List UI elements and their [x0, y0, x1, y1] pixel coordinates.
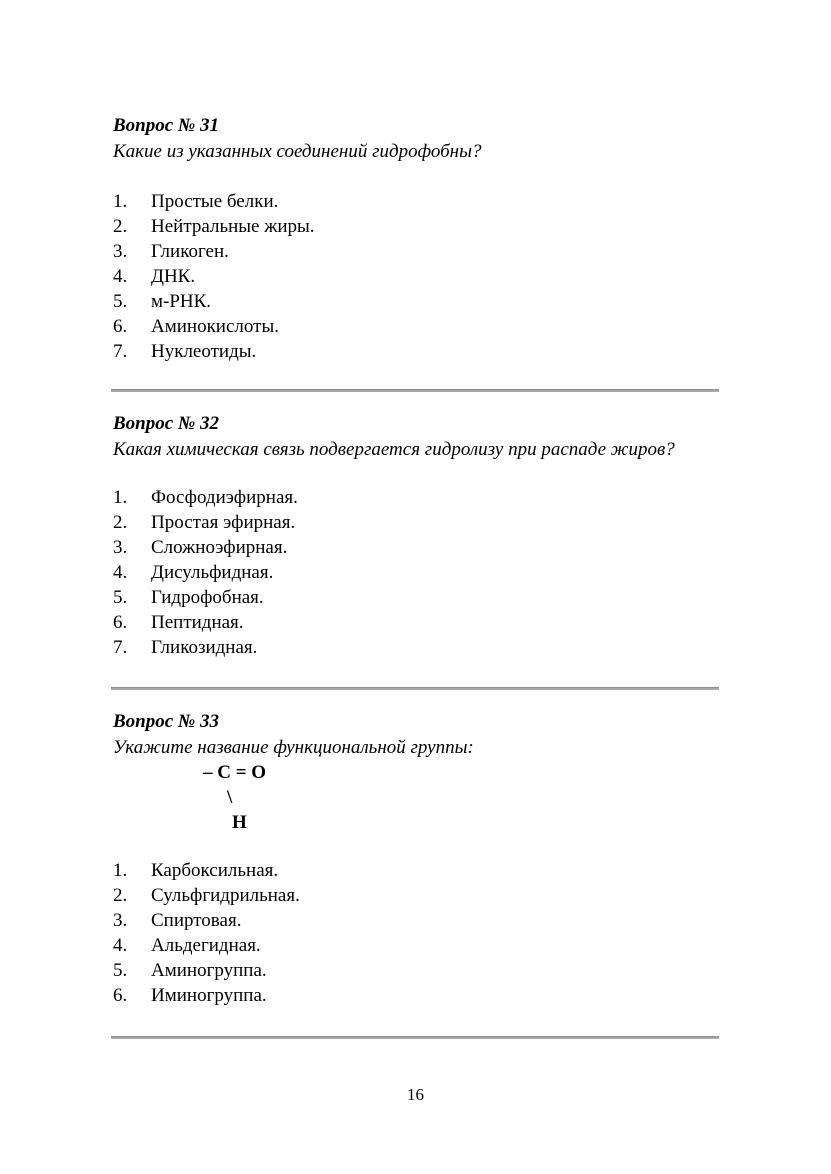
answer-number: 3.	[113, 910, 128, 931]
answer-text: Пептидная.	[151, 612, 244, 633]
answer-item	[113, 510, 298, 535]
answer-item	[113, 264, 315, 289]
page-number: 16	[407, 1085, 424, 1104]
answer-text: Гидрофобная.	[151, 587, 264, 608]
answer-number: 5.	[113, 587, 128, 608]
answer-number: 6.	[113, 985, 128, 1006]
answer-number: 7.	[113, 637, 128, 658]
answer-item	[113, 239, 315, 264]
answer-number: 2.	[113, 512, 128, 533]
answer-item	[113, 214, 315, 239]
formula-line-3: H	[232, 812, 247, 833]
answer-text: Иминогруппа.	[151, 985, 267, 1006]
question-31-answers	[113, 189, 315, 364]
answer-text: ДНК.	[151, 266, 196, 287]
answer-text: Альдегидная.	[151, 935, 261, 956]
answer-text: Гликозидная.	[151, 637, 258, 658]
question-33-answers	[113, 858, 300, 1008]
answer-item	[113, 635, 298, 660]
answer-text: Сложноэфирная.	[151, 537, 288, 558]
answer-item	[113, 585, 298, 610]
answer-item	[113, 535, 298, 560]
answer-item	[113, 883, 300, 908]
answer-item	[113, 858, 300, 883]
answer-number: 2.	[113, 885, 128, 906]
answer-item	[113, 933, 300, 958]
question-31-text: Какие из указанных соединений гидрофобны?	[113, 141, 482, 162]
answer-text: Гликоген.	[151, 241, 229, 262]
answer-item	[113, 958, 300, 983]
answer-number: 3.	[113, 241, 128, 262]
answer-number: 6.	[113, 612, 128, 633]
formula-line-2: \	[227, 787, 233, 808]
question-32-title: Вопрос № 32	[113, 413, 220, 434]
answer-item	[113, 908, 300, 933]
formula-line-1: – C = O	[203, 762, 267, 783]
question-32-answers	[113, 485, 298, 660]
answer-number: 7.	[113, 341, 128, 362]
answer-number: 4.	[113, 562, 128, 583]
answer-number: 1.	[113, 860, 128, 881]
answer-text: Нуклеотиды.	[151, 341, 257, 362]
answer-text: Нейтральные жиры.	[151, 216, 315, 237]
section-divider	[111, 1036, 719, 1039]
answer-text: Фосфодиэфирная.	[151, 487, 298, 508]
answer-number: 3.	[113, 537, 128, 558]
answer-item	[113, 560, 298, 585]
answer-item	[113, 485, 298, 510]
question-33-text: Укажите название функциональной группы:	[113, 737, 474, 758]
answer-text: Аминогруппа.	[151, 960, 267, 981]
answer-number: 4.	[113, 266, 128, 287]
answer-number: 2.	[113, 216, 128, 237]
answer-item	[113, 983, 300, 1008]
answer-text: м-РНК.	[151, 291, 212, 312]
answer-item	[113, 610, 298, 635]
answer-item	[113, 314, 315, 339]
answer-item	[113, 289, 315, 314]
question-33-title: Вопрос № 33	[113, 711, 220, 732]
answer-text: Спиртовая.	[151, 910, 242, 931]
question-31-title: Вопрос № 31	[113, 115, 220, 136]
answer-text: Простая эфирная.	[151, 512, 296, 533]
section-divider	[111, 687, 719, 690]
answer-text: Карбоксильная.	[151, 860, 279, 881]
answer-text: Аминокислоты.	[151, 316, 279, 337]
answer-item	[113, 189, 315, 214]
answer-item	[113, 339, 315, 364]
question-32-text: Какая химическая связь подвергается гидролизу при распаде жиров?	[113, 439, 675, 460]
answer-number: 1.	[113, 191, 128, 212]
answer-number: 5.	[113, 960, 128, 981]
answer-number: 6.	[113, 316, 128, 337]
section-divider	[111, 389, 719, 392]
answer-text: Простые белки.	[151, 191, 279, 212]
answer-number: 4.	[113, 935, 128, 956]
answer-number: 1.	[113, 487, 128, 508]
answer-text: Сульфгидрильная.	[151, 885, 300, 906]
answer-number: 5.	[113, 291, 128, 312]
answer-text: Дисульфидная.	[151, 562, 274, 583]
